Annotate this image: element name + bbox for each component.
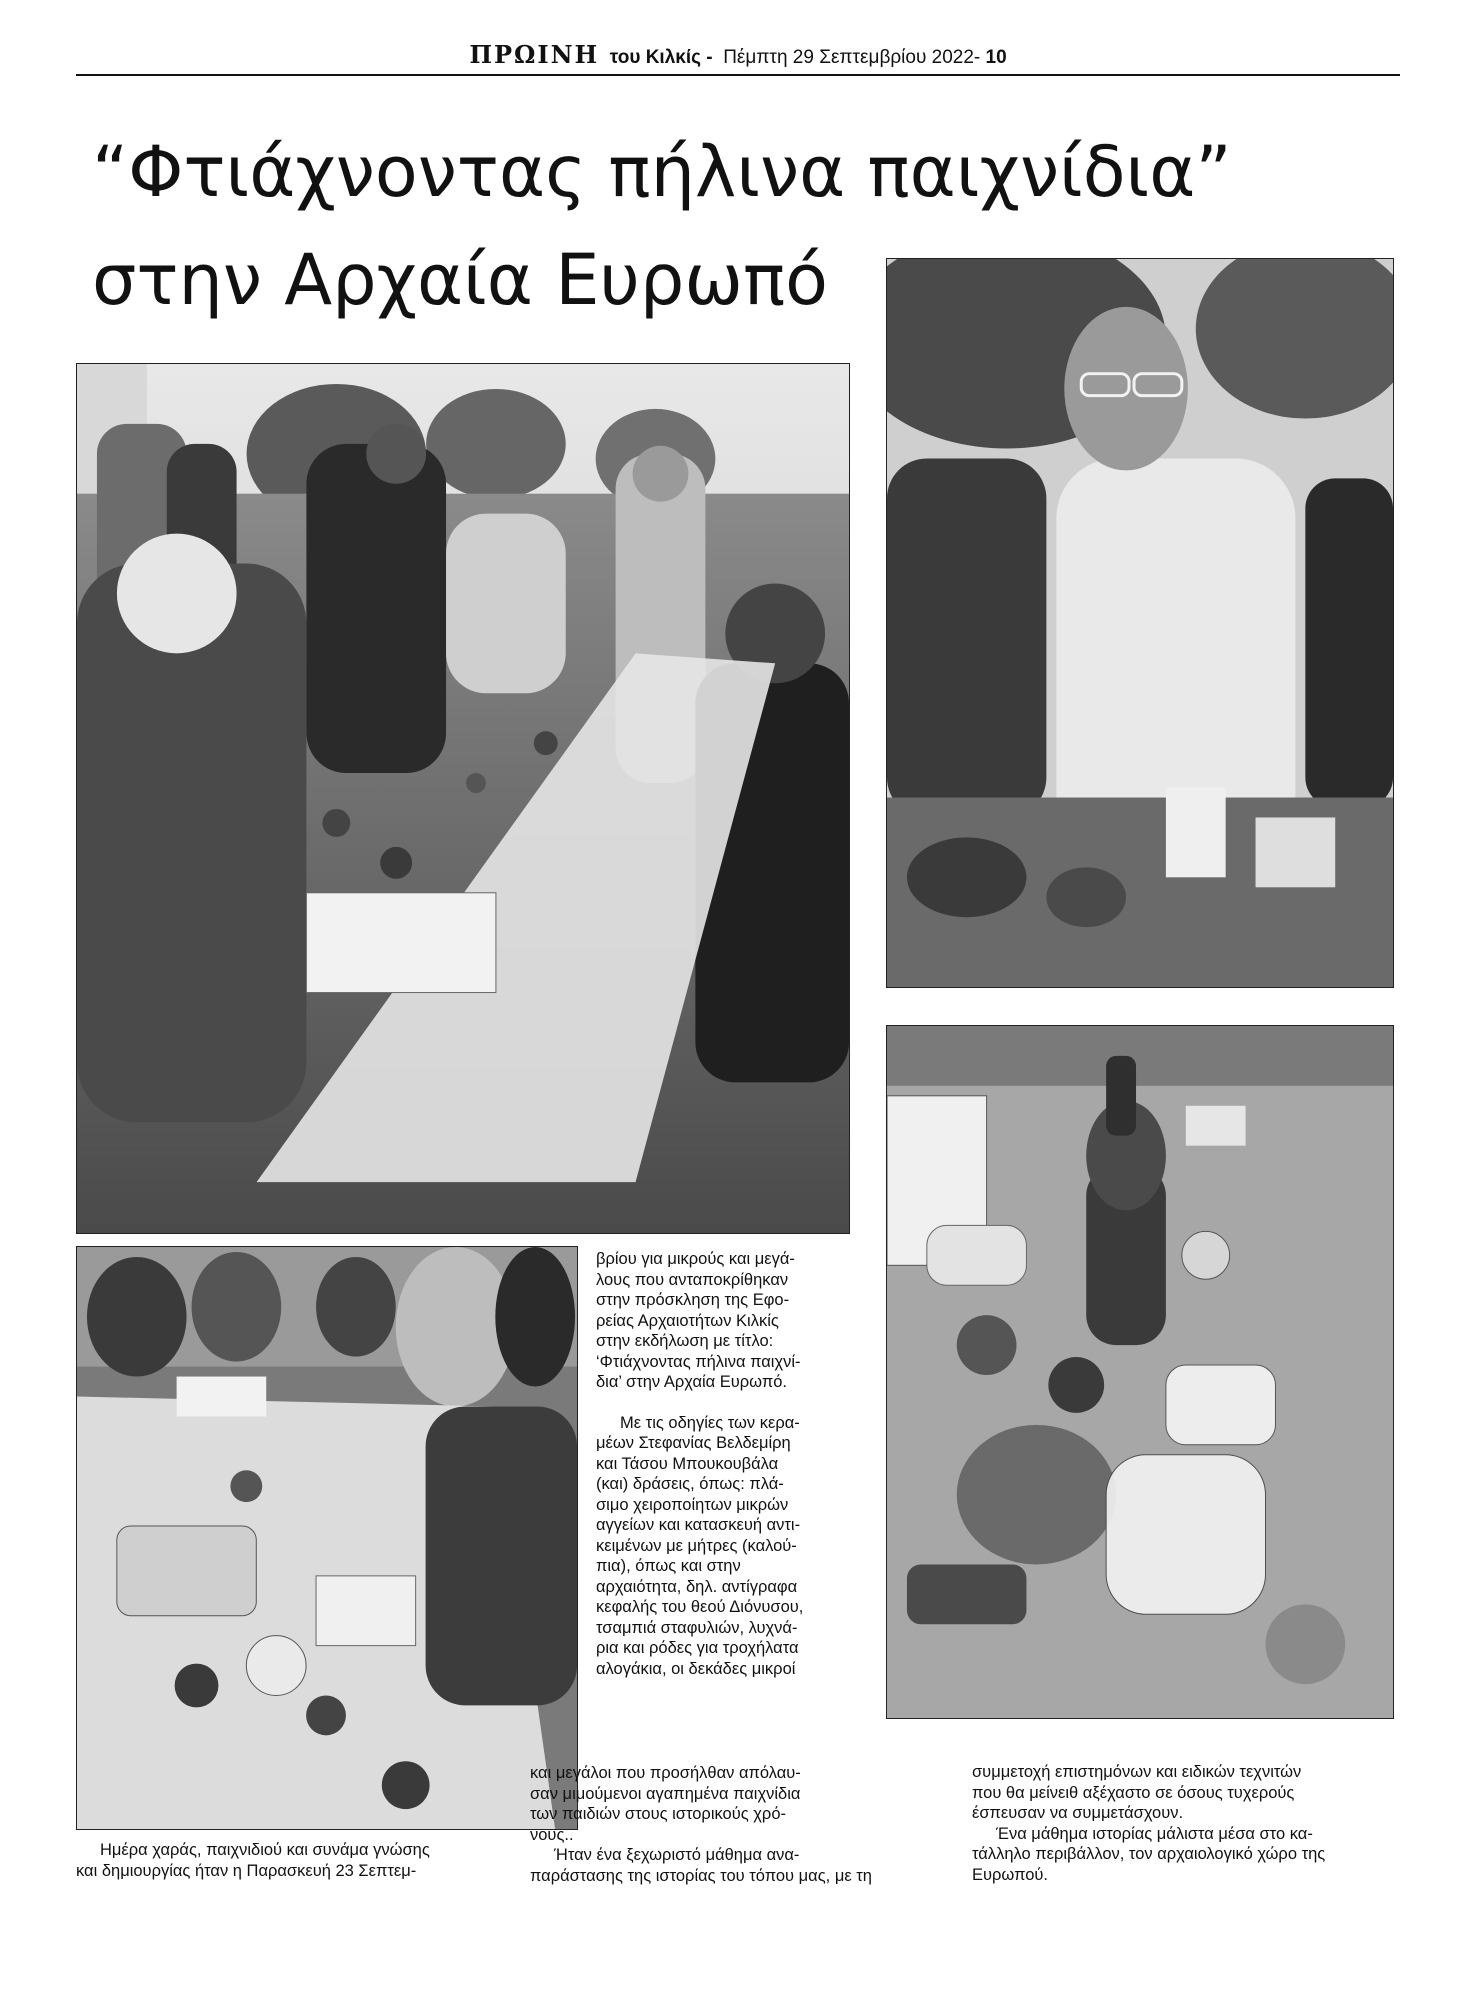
column-middle-line: ρια και ρόδες για τροχήλατα bbox=[596, 1639, 799, 1657]
column-right-line: έσπευσαν να συμμετάσχουν. bbox=[972, 1804, 1184, 1822]
masthead-rule bbox=[76, 74, 1400, 76]
column-middle-line: δια’ στην Αρχαία Ευρωπό. bbox=[596, 1373, 787, 1391]
newspaper-brand: ΠΡΩΙΝΗ bbox=[469, 40, 600, 69]
column-middle-line: σιμο χειροποίητων μικρών bbox=[596, 1495, 789, 1514]
column-right-line: τάλληλο περιβάλλον, τον αρχαιολογικό χώρο της bbox=[972, 1845, 1326, 1863]
column-right-line: που θα μείνειθ αξέχαστο σε όσους τυχερούς bbox=[972, 1783, 1295, 1802]
column-left bbox=[76, 1840, 482, 1881]
issue-date: Πέμπτη 29 Σεπτεμβρίου 2022- bbox=[723, 47, 981, 68]
column-middle-lower bbox=[530, 1763, 940, 1886]
photo-workshop-table bbox=[76, 363, 850, 1234]
photo-clay-figurine bbox=[886, 1025, 1394, 1719]
column-middle-line: Με τις οδηγίες των κερα- bbox=[620, 1413, 800, 1432]
column-right-line: συμμετοχή επιστημόνων και ειδικών τεχνιτών bbox=[972, 1763, 1302, 1781]
column-middle-line: λους που ανταποκρίθηκαν bbox=[596, 1270, 789, 1289]
column-middle-line: αλογάκια, οι δεκάδες μικροί bbox=[596, 1659, 796, 1678]
headline-line-1: “Φτιάχνοντας πήλινα παιχνίδια” bbox=[92, 131, 1232, 213]
column-middle-lower-line: σαν μιμούμενοι αγαπημένα παιχνίδια bbox=[530, 1784, 801, 1803]
column-right bbox=[972, 1762, 1382, 1885]
headline-line-2: στην Αρχαία Ευρωπό bbox=[92, 239, 828, 321]
column-left-line: και δημιουργίας ήταν η Παρασκευή 23 Σεπτεμ- bbox=[76, 1861, 417, 1880]
newspaper-subtitle: του Κιλκίς - bbox=[609, 47, 713, 68]
column-middle bbox=[596, 1249, 854, 1679]
column-middle-lower-line: παράστασης της ιστορίας του τόπου μας, με τη bbox=[530, 1866, 872, 1885]
column-middle-line: και Τάσου Μπουκουβάλα bbox=[596, 1454, 779, 1473]
page-number: 10 bbox=[985, 47, 1007, 68]
column-middle-lower-line: των παιδιών στους ιστορικούς χρό- bbox=[530, 1805, 786, 1823]
column-middle-line: μέων Στεφανίας Βελδεμίρη bbox=[596, 1434, 791, 1452]
column-middle-line: πια), όπως και στην bbox=[596, 1557, 741, 1575]
photo-participants bbox=[76, 1246, 578, 1830]
column-middle-line: κειμένων με μήτρες (καλού- bbox=[596, 1536, 797, 1555]
column-right-line: Ευρωπού. bbox=[972, 1865, 1048, 1884]
column-middle-line: (και) δράσεις, όπως: πλά- bbox=[596, 1475, 784, 1493]
column-middle-lower-line: νους.. bbox=[530, 1825, 574, 1844]
column-middle-line: ρείας Αρχαιοτήτων Κιλκίς bbox=[596, 1311, 779, 1330]
column-middle-line: στην εκδήλωση με τίτλο: bbox=[596, 1332, 774, 1350]
photo-potter-portrait bbox=[886, 258, 1394, 988]
column-right-line: Ένα μάθημα ιστορίας μάλιστα μέσα στο κα- bbox=[996, 1824, 1313, 1843]
paragraph-gap bbox=[596, 1393, 854, 1413]
column-middle-lower-line: και μεγάλοι που προσήλθαν απόλαυ- bbox=[530, 1764, 801, 1782]
column-middle-line: βρίου για μικρούς και μεγά- bbox=[596, 1250, 795, 1268]
column-middle-line: αγγείων και κατασκευή αντι- bbox=[596, 1516, 801, 1534]
column-middle-line: ‘Φτιάχνοντας πήλινα παιχνί- bbox=[596, 1352, 801, 1371]
column-middle-line: κεφαλής του θεού Διόνυσου, bbox=[596, 1598, 804, 1616]
column-left-line: Ημέρα χαράς, παιχνιδιού και συνάμα γνώσης bbox=[100, 1841, 430, 1859]
column-middle-line: αρχαιότητα, δηλ. αντίγραφα bbox=[596, 1577, 798, 1596]
masthead bbox=[0, 40, 1476, 74]
column-middle-line: στην πρόσκληση της Εφο- bbox=[596, 1291, 790, 1309]
column-middle-lower-line: Ήταν ένα ξεχωριστό μάθημα ανα- bbox=[554, 1846, 800, 1864]
column-middle-line: τσαμπιά σταφυλιών, λυχνά- bbox=[596, 1618, 798, 1637]
